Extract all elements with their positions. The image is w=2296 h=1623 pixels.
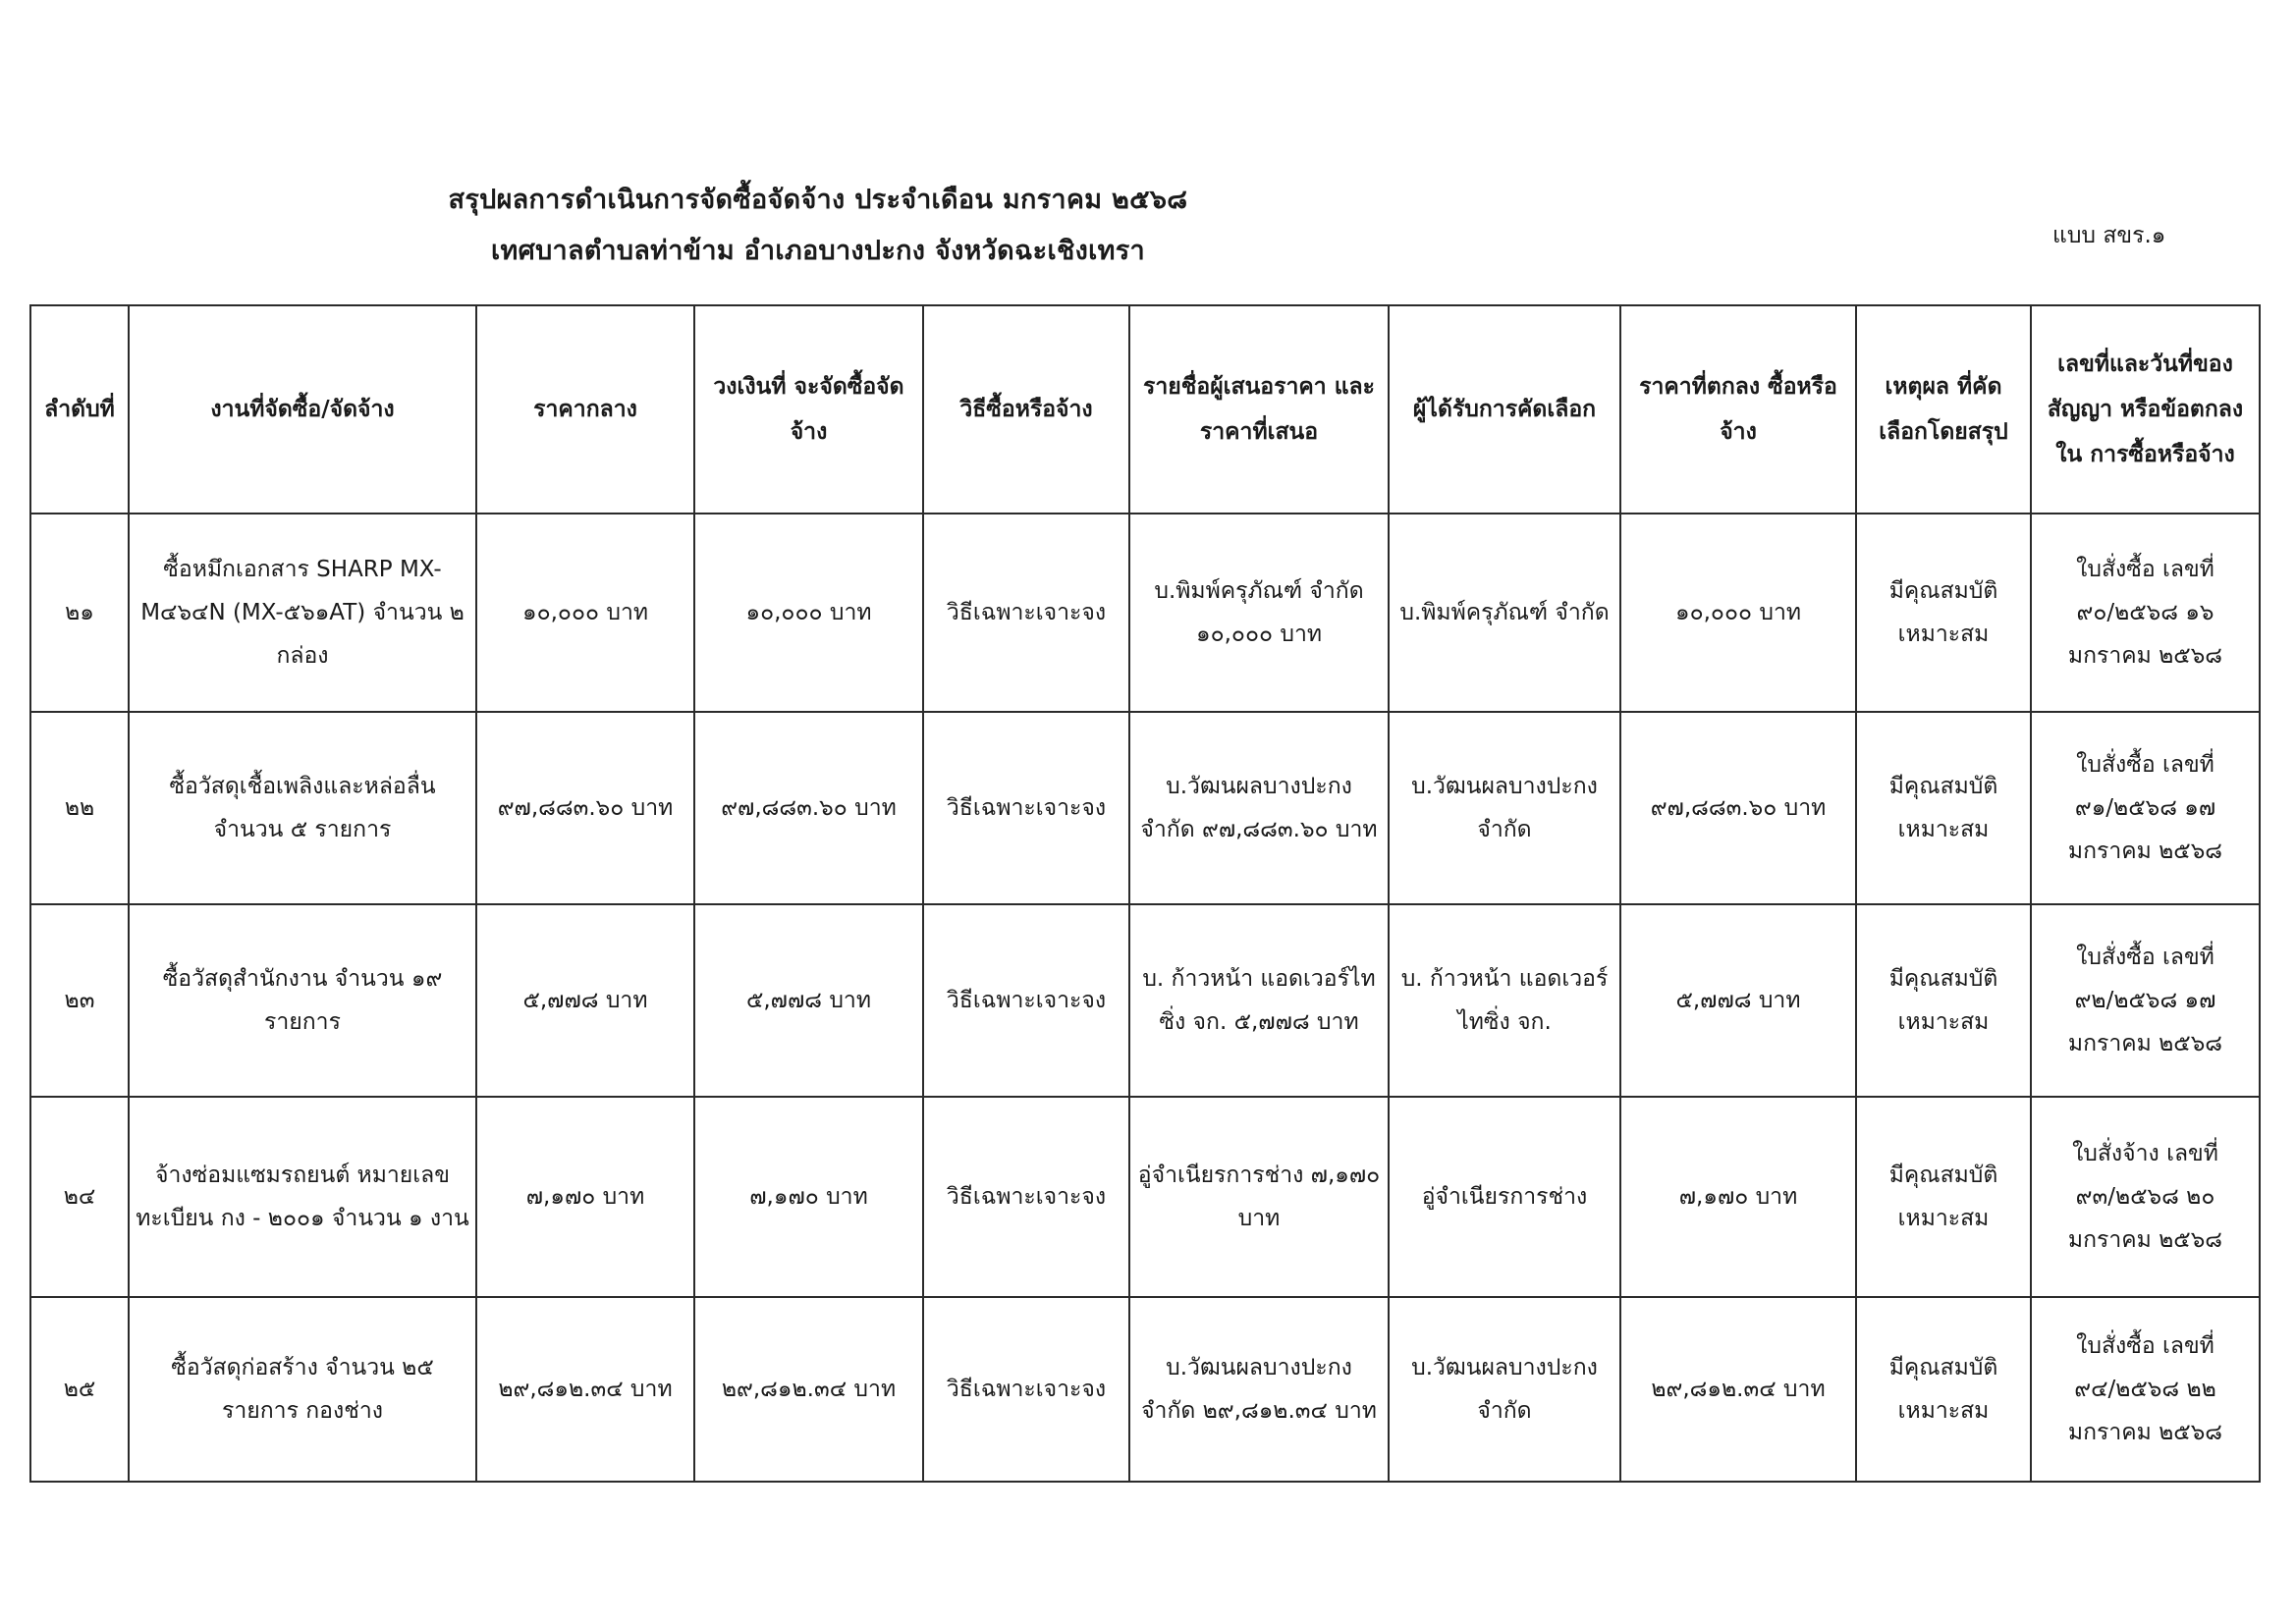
title-line-1: สรุปผลการดำเนินการจัดซื้อจัดจ้าง ประจำเดือน มกราคม ๒๕๖๘ — [448, 185, 1188, 215]
cell-method: วิธีเฉพาะเจาะจง — [923, 904, 1129, 1097]
cell-ref-price: ๒๙,๘๑๒.๓๔ บาท — [476, 1297, 694, 1482]
table-row — [30, 1097, 2260, 1297]
cell-item: ซื้อวัสดุสำนักงาน จำนวน ๑๙ รายการ — [129, 904, 476, 1097]
cell-reason: มีคุณสมบัติ เหมาะสม — [1856, 712, 2031, 904]
cell-bidders: บ.พิมพ์ครุภัณฑ์ จำกัด ๑๐,๐๐๐ บาท — [1129, 514, 1389, 712]
col-header-selected: ผู้ได้รับการคัดเลือก — [1389, 305, 1620, 514]
cell-contract: ใบสั่งซื้อ เลขที่ ๙๒/๒๕๖๘ ๑๗ มกราคม ๒๕๖๘ — [2031, 904, 2260, 1097]
cell-agreed-price: ๙๗,๘๘๓.๖๐ บาท — [1620, 712, 1856, 904]
cell-ref-price: ๙๗,๘๘๓.๖๐ บาท — [476, 712, 694, 904]
table-row — [30, 904, 2260, 1097]
col-header-contract: เลขที่และวันที่ของสัญญา หรือข้อตกลงใน การซื้อหรือจ้าง — [2031, 305, 2260, 514]
cell-no: ๒๓ — [30, 904, 129, 1097]
cell-method: วิธีเฉพาะเจาะจง — [923, 1097, 1129, 1297]
cell-bidders: บ.วัฒนผลบางปะกง จำกัด ๒๙,๘๑๒.๓๔ บาท — [1129, 1297, 1389, 1482]
cell-contract: ใบสั่งซื้อ เลขที่ ๙๑/๒๕๖๘ ๑๗ มกราคม ๒๕๖๘ — [2031, 712, 2260, 904]
table-row — [30, 712, 2260, 904]
cell-contract: ใบสั่งซื้อ เลขที่ ๙๐/๒๕๖๘ ๑๖ มกราคม ๒๕๖๘ — [2031, 514, 2260, 712]
cell-contract: ใบสั่งซื้อ เลขที่ ๙๔/๒๕๖๘ ๒๒ มกราคม ๒๕๖๘ — [2031, 1297, 2260, 1482]
cell-bidders: บ.วัฒนผลบางปะกง จำกัด ๙๗,๘๘๓.๖๐ บาท — [1129, 712, 1389, 904]
cell-selected: อู่จำเนียรการช่าง — [1389, 1097, 1620, 1297]
cell-selected: บ. ก้าวหน้า แอดเวอร์ไทซิ่ง จก. — [1389, 904, 1620, 1097]
cell-reason: มีคุณสมบัติ เหมาะสม — [1856, 1297, 2031, 1482]
cell-method: วิธีเฉพาะเจาะจง — [923, 514, 1129, 712]
cell-ref-price: ๕,๗๗๘ บาท — [476, 904, 694, 1097]
cell-contract: ใบสั่งจ้าง เลขที่ ๙๓/๒๕๖๘ ๒๐ มกราคม ๒๕๖๘ — [2031, 1097, 2260, 1297]
cell-budget: ๑๐,๐๐๐ บาท — [694, 514, 923, 712]
col-header-budget: วงเงินที่ จะจัดซื้อจัดจ้าง — [694, 305, 923, 514]
cell-selected: บ.วัฒนผลบางปะกง จำกัด — [1389, 712, 1620, 904]
cell-agreed-price: ๑๐,๐๐๐ บาท — [1620, 514, 1856, 712]
col-header-item: งานที่จัดซื้อ/จัดจ้าง — [129, 305, 476, 514]
cell-selected: บ.วัฒนผลบางปะกง จำกัด — [1389, 1297, 1620, 1482]
cell-agreed-price: ๒๙,๘๑๒.๓๔ บาท — [1620, 1297, 1856, 1482]
cell-ref-price: ๑๐,๐๐๐ บาท — [476, 514, 694, 712]
col-header-bidders: รายชื่อผู้เสนอราคา และราคาที่เสนอ — [1129, 305, 1389, 514]
cell-reason: มีคุณสมบัติ เหมาะสม — [1856, 1097, 2031, 1297]
cell-no: ๒๔ — [30, 1097, 129, 1297]
title-line-2: เทศบาลตำบลท่าข้าม อำเภอบางปะกง จังหวัดฉะเชิงเทรา — [491, 236, 1145, 266]
cell-budget: ๕,๗๗๘ บาท — [694, 904, 923, 1097]
cell-no: ๒๑ — [30, 514, 129, 712]
cell-no: ๒๕ — [30, 1297, 129, 1482]
cell-item: ซื้อหมึกเอกสาร SHARP MX-M๔๖๔N (MX-๕๖๑AT) จำนวน ๒ กล่อง — [129, 514, 476, 712]
procurement-table — [29, 304, 2261, 1483]
cell-item: จ้างซ่อมแซมรถยนต์ หมายเลขทะเบียน กง - ๒๐๐๑ จำนวน ๑ งาน — [129, 1097, 476, 1297]
cell-bidders: อู่จำเนียรการช่าง ๗,๑๗๐ บาท — [1129, 1097, 1389, 1297]
cell-reason: มีคุณสมบัติ เหมาะสม — [1856, 514, 2031, 712]
cell-method: วิธีเฉพาะเจาะจง — [923, 1297, 1129, 1482]
col-header-agreed-price: ราคาที่ตกลง ซื้อหรือจ้าง — [1620, 305, 1856, 514]
col-header-method: วิธีซื้อหรือจ้าง — [923, 305, 1129, 514]
cell-ref-price: ๗,๑๗๐ บาท — [476, 1097, 694, 1297]
cell-method: วิธีเฉพาะเจาะจง — [923, 712, 1129, 904]
col-header-ref-price: ราคากลาง — [476, 305, 694, 514]
table-row — [30, 514, 2260, 712]
cell-budget: ๗,๑๗๐ บาท — [694, 1097, 923, 1297]
col-header-no: ลำดับที่ — [30, 305, 129, 514]
cell-no: ๒๒ — [30, 712, 129, 904]
col-header-reason: เหตุผล ที่คัดเลือกโดยสรุป — [1856, 305, 2031, 514]
form-code: แบบ สขร.๑ — [2052, 223, 2166, 248]
cell-item: ซื้อวัสดุก่อสร้าง จำนวน ๒๕ รายการ กองช่าง — [129, 1297, 476, 1482]
cell-bidders: บ. ก้าวหน้า แอดเวอร์ไทซิ่ง จก. ๕,๗๗๘ บาท — [1129, 904, 1389, 1097]
cell-budget: ๙๗,๘๘๓.๖๐ บาท — [694, 712, 923, 904]
cell-agreed-price: ๕,๗๗๘ บาท — [1620, 904, 1856, 1097]
table-header-row — [30, 305, 2260, 514]
table-row — [30, 1297, 2260, 1482]
document-title — [0, 175, 1636, 277]
cell-reason: มีคุณสมบัติ เหมาะสม — [1856, 904, 2031, 1097]
cell-agreed-price: ๗,๑๗๐ บาท — [1620, 1097, 1856, 1297]
cell-item: ซื้อวัสดุเชื้อเพลิงและหล่อลื่น จำนวน ๕ รายการ — [129, 712, 476, 904]
cell-selected: บ.พิมพ์ครุภัณฑ์ จำกัด — [1389, 514, 1620, 712]
cell-budget: ๒๙,๘๑๒.๓๔ บาท — [694, 1297, 923, 1482]
